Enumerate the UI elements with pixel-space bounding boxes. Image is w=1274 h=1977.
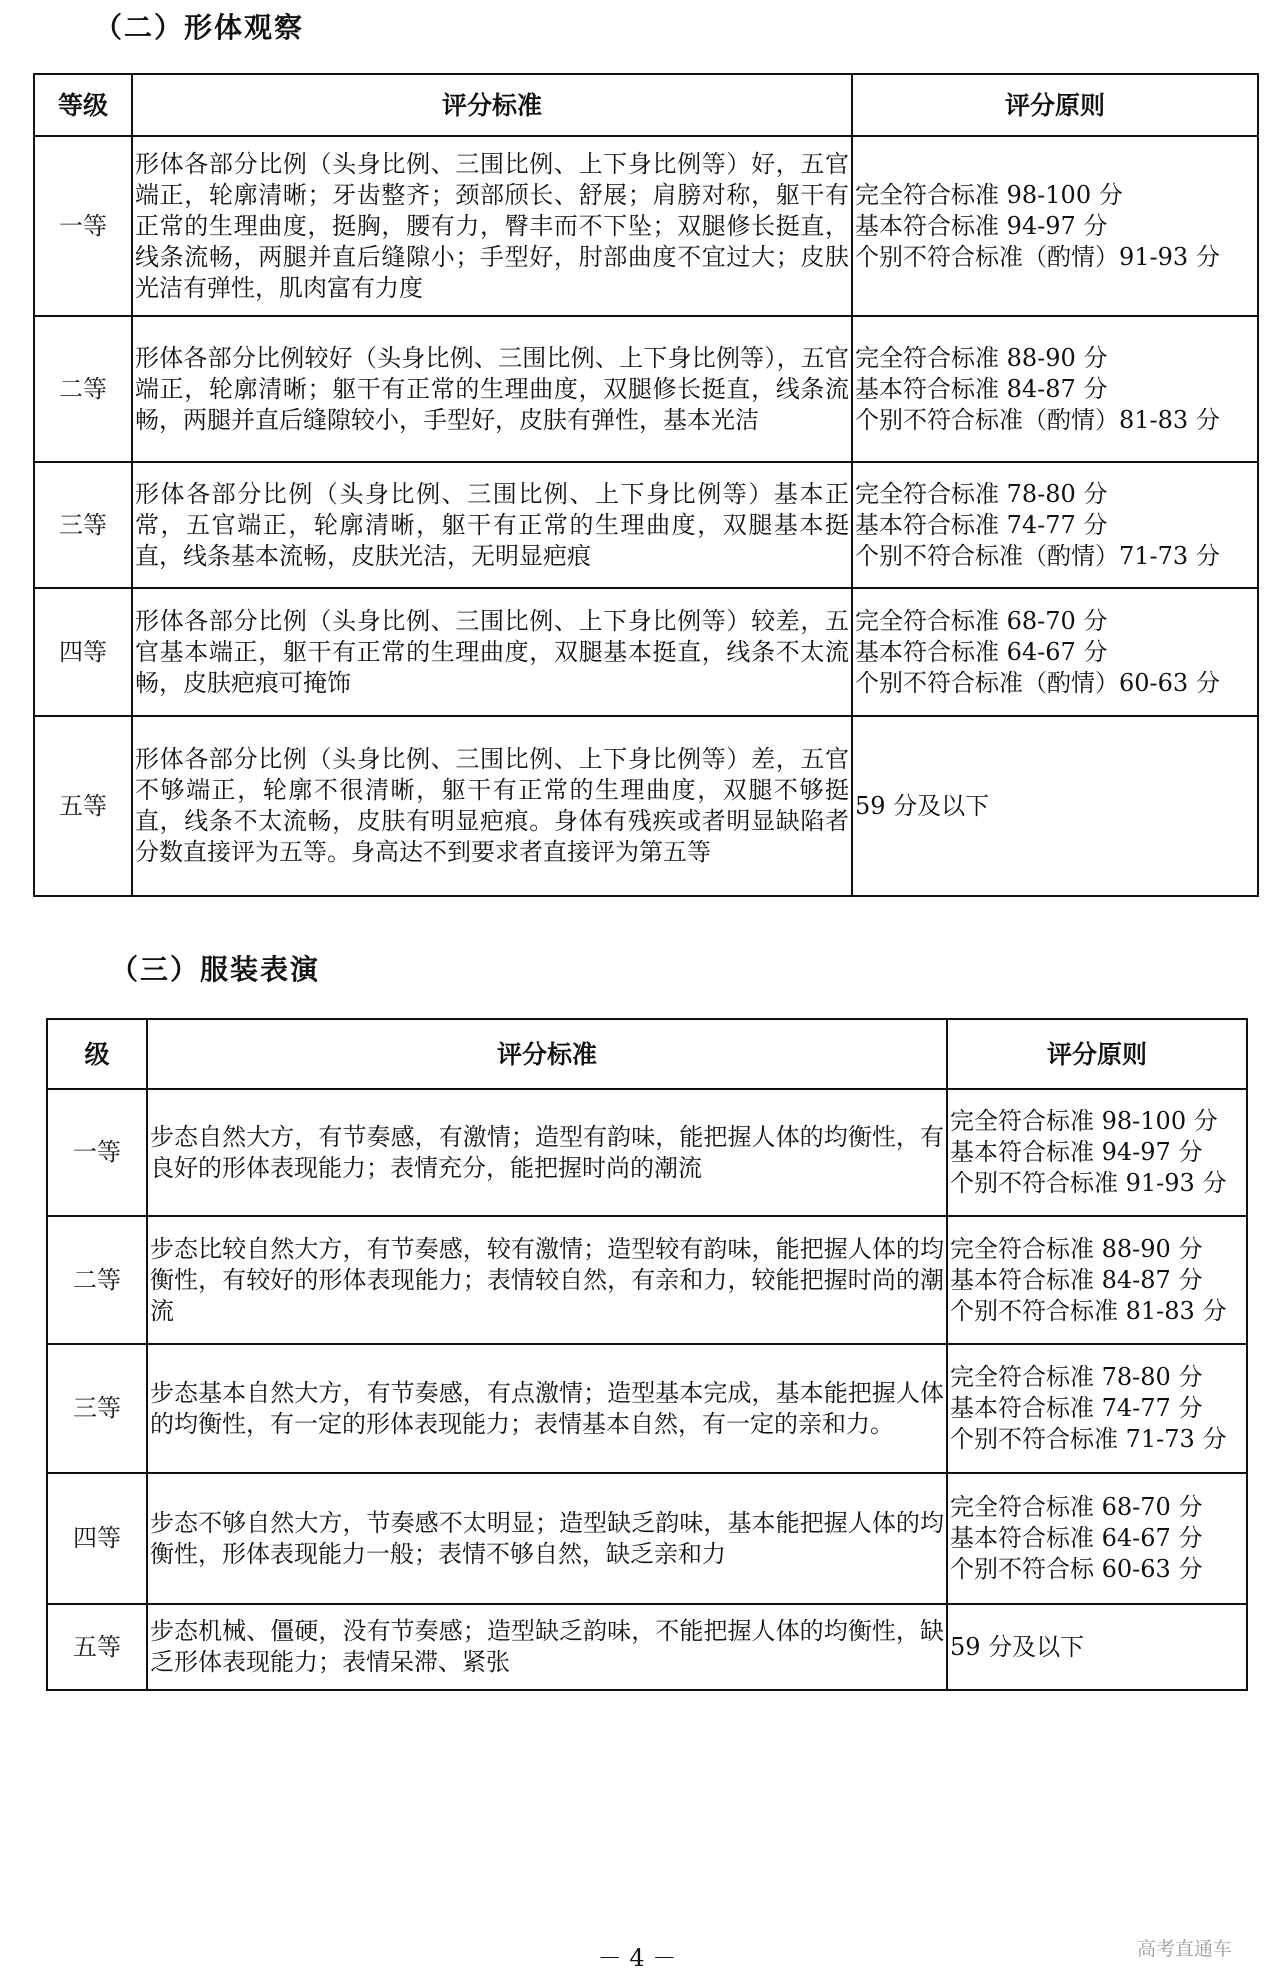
criteria-cell: 步态比较自然大方，有节奏感，较有激情；造型较有韵味，能把握人体的均衡性，有较好的形体表现能力；表情较自然，有亲和力，较能把握时尚的潮流 [147, 1216, 947, 1344]
criteria-cell: 步态机械、僵硬，没有节奏感；造型缺乏韵味，不能把握人体的均衡性，缺乏形体表现能力；表情呆滞、紧张 [147, 1604, 947, 1690]
table-row [47, 1473, 1247, 1604]
table-header-row [47, 1019, 1247, 1089]
principle-cell [852, 588, 1258, 716]
principle-line: 完全符合标准 98-100 分 [950, 1107, 1218, 1135]
header-grade: 级 [47, 1019, 147, 1089]
table-header-row [34, 74, 1258, 136]
table-row [34, 716, 1258, 896]
grade-cell: 三等 [34, 462, 132, 588]
principle-line: 个别不符合标 60-63 分 [950, 1555, 1203, 1583]
principle-cell [947, 1473, 1247, 1604]
principle-line: 完全符合标准 88-90 分 [855, 343, 1108, 372]
principle-line: 基本符合标准 74-77 分 [950, 1394, 1203, 1422]
grade-cell: 一等 [34, 136, 132, 316]
criteria-cell: 形体各部分比例（头身比例、三围比例、上下身比例等）差，五官不够端正，轮廓不很清晰，躯干有正常的生理曲度，双腿不够挺直，线条不太流畅，皮肤有明显疤痕。身体有残疾或者明显缺陷者分数直接评为五等。身高达不到要求者直接评为第五等 [132, 716, 852, 896]
principle-line: 59 分及以下 [855, 791, 990, 820]
principle-line: 个别不符合标准 81-83 分 [950, 1296, 1227, 1325]
header-principle: 评分原则 [947, 1019, 1247, 1089]
table-row [47, 1089, 1247, 1216]
grade-cell: 四等 [34, 588, 132, 716]
principle-line: 基本符合标准 64-67 分 [855, 637, 1108, 666]
section-title-fashion-show: （三）服装表演 [110, 953, 321, 986]
principle-cell [947, 1216, 1247, 1344]
principle-line: 59 分及以下 [950, 1632, 1085, 1661]
principle-line: 基本符合标准 64-67 分 [950, 1524, 1203, 1552]
principle-cell [947, 1344, 1247, 1473]
principle-line: 基本符合标准 84-87 分 [950, 1265, 1203, 1294]
principle-line: 完全符合标准 78-80 分 [950, 1363, 1203, 1391]
principle-cell [852, 316, 1258, 462]
grade-cell: 五等 [47, 1604, 147, 1690]
principle-cell [852, 136, 1258, 316]
fashion-show-table [46, 1018, 1248, 1691]
grade-cell: 五等 [34, 716, 132, 896]
principle-line: 基本符合标准 94-97 分 [950, 1138, 1203, 1166]
principle-cell [852, 462, 1258, 588]
criteria-cell: 步态不够自然大方，节奏感不太明显；造型缺乏韵味，基本能把握人体的均衡性，形体表现能力一般；表情不够自然，缺乏亲和力 [147, 1473, 947, 1604]
principle-cell [947, 1604, 1247, 1690]
table-row [34, 136, 1258, 316]
header-grade: 等级 [34, 74, 132, 136]
principle-line: 个别不符合标准 71-73 分 [950, 1425, 1227, 1453]
body-observation-table [33, 73, 1259, 897]
principle-cell [852, 716, 1258, 896]
principle-line: 个别不符合标准（酌情）60-63 分 [855, 668, 1220, 697]
table-row [47, 1344, 1247, 1473]
table-row [47, 1604, 1247, 1690]
principle-line: 基本符合标准 94-97 分 [855, 211, 1108, 240]
criteria-cell: 步态基本自然大方，有节奏感，有点激情；造型基本完成，基本能把握人体的均衡性，有一定的形体表现能力；表情基本自然，有一定的亲和力。 [147, 1344, 947, 1473]
section-title-body-observation: （二）形体观察 [94, 11, 305, 44]
table-row [34, 462, 1258, 588]
principle-line: 个别不符合标准（酌情）71-73 分 [855, 541, 1220, 570]
principle-line: 完全符合标准 98-100 分 [855, 180, 1123, 209]
grade-cell: 四等 [47, 1473, 147, 1604]
table-row [34, 316, 1258, 462]
watermark: 高考直通车 [1136, 1938, 1232, 1960]
criteria-cell: 形体各部分比例（头身比例、三围比例、上下身比例等）好，五官端正，轮廓清晰；牙齿整齐；颈部颀长、舒展；肩膀对称，躯干有正常的生理曲度，挺胸，腰有力，臀丰而不下坠；双腿修长挺直，线条流畅，两腿并直后缝隙小；手型好，肘部曲度不宜过大；皮肤光洁有弹性，肌肉富有力度 [132, 136, 852, 316]
principle-line: 个别不符合标准（酌情）81-83 分 [855, 405, 1220, 434]
grade-cell: 二等 [34, 316, 132, 462]
principle-line: 完全符合标准 88-90 分 [950, 1234, 1203, 1263]
page-number: － 4 － [597, 1944, 677, 1972]
principle-line: 完全符合标准 78-80 分 [855, 479, 1108, 508]
criteria-cell: 形体各部分比例（头身比例、三围比例、上下身比例等）较差，五官基本端正，躯干有正常的生理曲度，双腿基本挺直，线条不太流畅，皮肤疤痕可掩饰 [132, 588, 852, 716]
principle-cell [947, 1089, 1247, 1216]
header-criteria: 评分标准 [147, 1019, 947, 1089]
header-criteria: 评分标准 [132, 74, 852, 136]
header-principle: 评分原则 [852, 74, 1258, 136]
principle-line: 个别不符合标准 91-93 分 [950, 1169, 1227, 1197]
principle-line: 基本符合标准 84-87 分 [855, 374, 1108, 403]
table-row [34, 588, 1258, 716]
grade-cell: 一等 [47, 1089, 147, 1216]
principle-line: 完全符合标准 68-70 分 [855, 606, 1108, 635]
principle-line: 基本符合标准 74-77 分 [855, 510, 1108, 539]
criteria-cell: 步态自然大方，有节奏感，有激情；造型有韵味，能把握人体的均衡性，有良好的形体表现能力；表情充分，能把握时尚的潮流 [147, 1089, 947, 1216]
principle-line: 完全符合标准 68-70 分 [950, 1493, 1203, 1521]
grade-cell: 二等 [47, 1216, 147, 1344]
table-row [47, 1216, 1247, 1344]
criteria-cell: 形体各部分比例较好（头身比例、三围比例、上下身比例等），五官端正，轮廓清晰；躯干有正常的生理曲度，双腿修长挺直，线条流畅，两腿并直后缝隙较小，手型好，皮肤有弹性，基本光洁 [132, 316, 852, 462]
grade-cell: 三等 [47, 1344, 147, 1473]
principle-line: 个别不符合标准（酌情）91-93 分 [855, 242, 1220, 271]
criteria-cell: 形体各部分比例（头身比例、三围比例、上下身比例等）基本正常，五官端正，轮廓清晰，躯干有正常的生理曲度，双腿基本挺直，线条基本流畅，皮肤光洁，无明显疤痕 [132, 462, 852, 588]
